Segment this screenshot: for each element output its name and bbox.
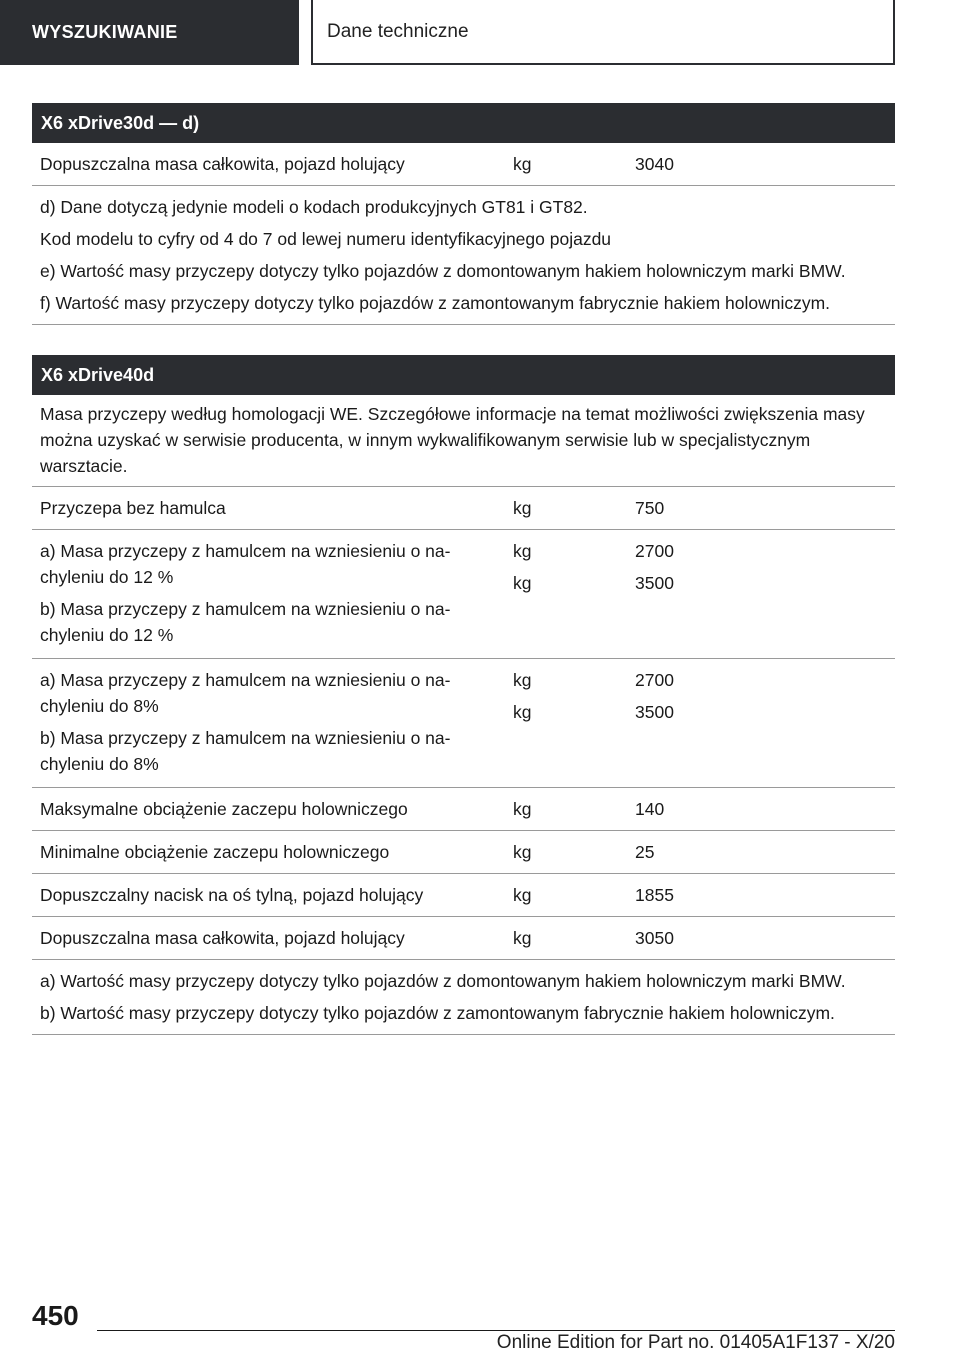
table-row xyxy=(32,831,895,874)
row-unit: kg xyxy=(513,670,532,690)
row-label: Przyczepa bez hamulca xyxy=(40,498,226,518)
row-label: b) Masa przyczepy z hamulcem na wzniesieniu o nachyleniu do 8% xyxy=(40,728,451,774)
main-content xyxy=(32,103,895,1035)
row-value: 140 xyxy=(635,799,665,819)
row-value: 3500 xyxy=(635,573,674,593)
table-x6-xdrive30d xyxy=(32,103,895,325)
row-label: Dopuszczalny nacisk na oś tylną, pojazd holujący xyxy=(40,885,424,905)
footnote: d) Dane dotyczą jedynie modeli o kodach produkcyjnych GT81 i GT82. xyxy=(40,197,588,217)
table-x6-xdrive40d xyxy=(32,355,895,1035)
row-value: 1855 xyxy=(635,885,674,905)
row-unit: kg xyxy=(513,498,532,518)
row-unit: kg xyxy=(513,154,532,174)
row-value: 750 xyxy=(635,498,665,518)
section-title: Dane techniczne xyxy=(327,20,469,42)
row-label: Minimalne obciążenie zaczepu holowniczego xyxy=(40,842,390,862)
row-unit: kg xyxy=(513,541,532,561)
row-value: 2700 xyxy=(635,541,674,561)
footnote: e) Wartość masy przyczepy dotyczy tylko pojazdów z domontowanym hakiem holowniczym marki BMW. xyxy=(40,261,846,281)
table-header: X6 xDrive40d xyxy=(32,355,895,395)
top-bar xyxy=(0,0,960,66)
row-value: 3050 xyxy=(635,928,674,948)
row-unit: kg xyxy=(513,702,532,722)
row-value: 2700 xyxy=(635,670,674,690)
search-button[interactable] xyxy=(0,0,299,65)
row-value: 3040 xyxy=(635,154,674,174)
footer-divider xyxy=(97,1330,895,1331)
row-unit: kg xyxy=(513,928,532,948)
table-header: X6 xDrive30d — d) xyxy=(32,103,895,143)
table-row xyxy=(32,874,895,917)
table-footnotes xyxy=(32,960,895,1035)
row-value: 25 xyxy=(635,842,655,862)
row-label: a) Masa przyczepy z hamulcem na wzniesieniu o nachyleniu do 12 % xyxy=(40,541,451,587)
table-row xyxy=(32,487,895,530)
table-row xyxy=(32,659,895,788)
table-row xyxy=(32,917,895,960)
row-label: Dopuszczalna masa całkowita, pojazd holujący xyxy=(40,928,405,948)
row-value: 3500 xyxy=(635,702,674,722)
row-label: b) Masa przyczepy z hamulcem na wzniesieniu o nachyleniu do 12 % xyxy=(40,599,451,645)
edition-link[interactable]: Online Edition for Part no. 01405A1F137 - X/20 xyxy=(496,1332,895,1353)
row-label: Maksymalne obciążenie zaczepu holowniczego xyxy=(40,799,408,819)
page-number: 450 xyxy=(32,1300,79,1331)
row-unit: kg xyxy=(513,885,532,905)
row-unit: kg xyxy=(513,842,532,862)
table-footnotes xyxy=(32,186,895,325)
footnote: b) Wartość masy przyczepy dotyczy tylko pojazdów z zamontowanym fabrycznie hakiem holowniczym. xyxy=(40,1003,835,1023)
row-unit: kg xyxy=(513,573,532,593)
table-intro: Masa przyczepy według homologacji WE. Szczegółowe informacje na temat możliwości zwiększenia masy można uzyskać w serwisie producenta, w innym wykwalifikowanym serwisie lub w specjalistycznym warsztacie. xyxy=(32,395,895,487)
footnote: Kod modelu to cyfry od 4 do 7 od lewej numeru identyfikacyjnego pojazdu xyxy=(40,229,612,249)
row-unit: kg xyxy=(513,799,532,819)
table-row xyxy=(32,788,895,831)
section-tab[interactable] xyxy=(311,0,895,65)
row-label: Dopuszczalna masa całkowita, pojazd holujący xyxy=(40,154,405,174)
table-row xyxy=(32,143,895,186)
footnote: a) Wartość masy przyczepy dotyczy tylko pojazdów z domontowanym hakiem holowniczym marki BMW. xyxy=(40,971,846,991)
row-label: a) Masa przyczepy z hamulcem na wzniesieniu o nachyleniu do 8% xyxy=(40,670,451,716)
footnote: f) Wartość masy przyczepy dotyczy tylko pojazdów z zamontowanym fabrycznie hakiem holowniczym. xyxy=(40,293,831,313)
table-row xyxy=(32,530,895,659)
search-button-label: WYSZUKIWANIE xyxy=(32,22,178,42)
